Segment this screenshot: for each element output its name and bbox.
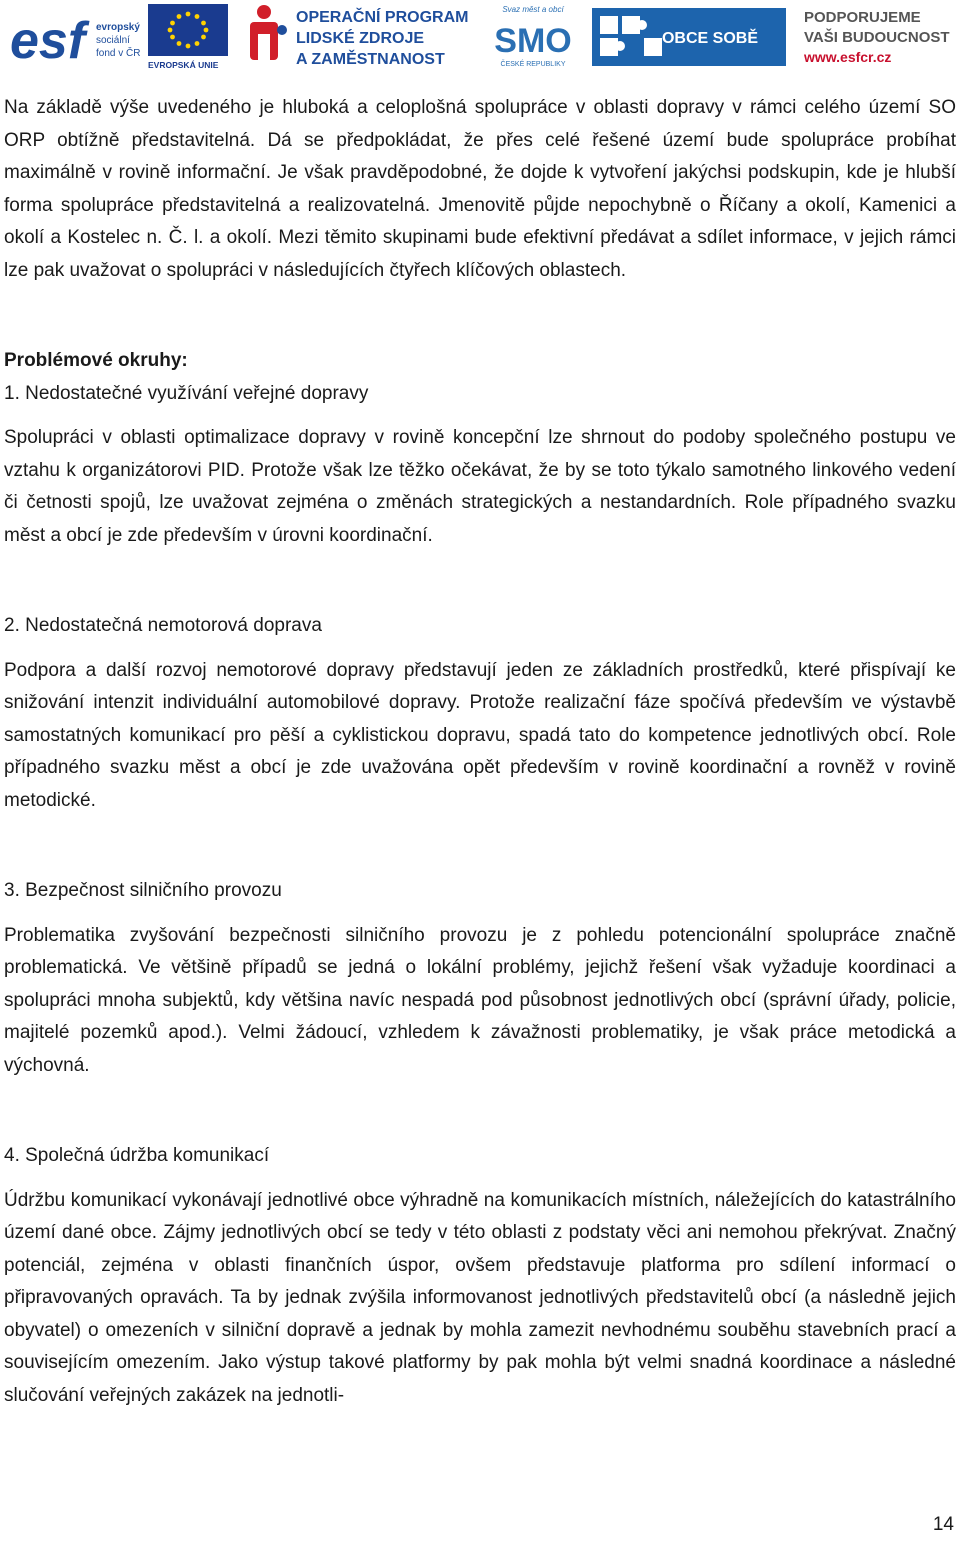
problem-2-title: 2. Nedostatečná nemotorová doprava [4,615,322,636]
opz-line1: OPERAČNÍ PROGRAM [296,9,469,26]
esf-logo-text: esf [10,12,86,70]
problem-4-title: 4. Společná údržba komunikací [4,1145,270,1166]
opz-line3: A ZAMĚSTNANOST [296,51,445,68]
smo-bottom-text: ČESKÉ REPUBLIKY [500,61,566,68]
smo-logo [487,0,579,72]
opz-logo [244,0,482,72]
intro-paragraph: Na základě výše uvedeného je hluboká a celoplošná spolupráce v oblasti dopravy v rámci celého území SO ORP obtížně představitelná. Dá se předpokládat, že přes celé řešené území bude spolupráce probíhat maximálně v rovině informační. Je však pravděpodobné, že dojde k vytvoření jakýchsi podskupin, kde je hlubší forma spolupráce představitelná a realizovatelná. Jmenovitě půjde nepochybně o Říčany a okolí, Kamenici a okolí a Kostelec n. Č. l. a okolí. Mezi těmito skupinami bude efektivní předávat a sdílet informace, v jejich rámci lze pak uvažovat o spolupráci v následujících čtyřech klíčových oblastech. [4,97,956,281]
smo-top-text: Svaz měst a obcí [502,5,564,14]
obce-sobe-logo [592,0,786,72]
opz-line2: LIDSKÉ ZDROJE [296,30,425,47]
slogan-line2: VAŠI BUDOUCNOST [804,29,950,46]
esf-logo [8,0,238,72]
esf-logo-line3: fond v ČR [96,48,141,59]
obce-sobe-label: OBCE SOBĚ [661,30,759,47]
eu-label: EVROPSKÁ UNIE [148,60,219,70]
header-banner [0,0,960,76]
problem-1-title: 1. Nedostatečné využívání veřejné dopravy [4,382,369,404]
esf-logo-line2: sociální [96,35,130,46]
esf-logo-line1: evropský [96,22,140,33]
document-body [4,92,956,1412]
smo-big-text: SMO [494,22,572,60]
problem-1-text: Spolupráci v oblasti optimalizace dopravy v rovině koncepční lze shrnout do podoby společného postupu ve vztahu k organizátorovi PID. Protože však lze těžko očekávat, že by se toto týkalo samotného linkového vedení či četnosti spojů, lze uvažovat zejména o změnách strategických a nestandardních. Role případného svazku měst a obcí je zde především v úrovni koordinační. [4,427,956,546]
problem-2-text: Podpora a další rozvoj nemotorové dopravy představují jeden ze základních prostředků, které přispívají ke snižování intenzit individuální automobilové dopravy. Protože realizační fáze spočívá především ve výstavbě samostatných komunikací pro pěší a cyklistickou dopravu, spadá tato do kompetence jednotlivých obcí. Role případného svazku měst a obcí je zde uvažována opět především v rovině koordinační a rovněž v rovině metodické. [4,659,956,811]
problem-3-title: 3. Bezpečnost silničního provozu [4,880,282,901]
problem-4-text: Údržbu komunikací vykonávají jednotlivé obce výhradně na komunikacích místních, náležejících do katastrálního území dané obce. Zájmy jednotlivých obcí se tedy v této oblasti z podstaty věci ani nemohou překrývat. Značný potenciál, zejména v oblasti finančních úspor, ovšem představuje platforma pro sdílení informací o připravovaných opravách. Ta by jednak zvýšila informovanost jednotlivých představitelů obcí (a následně jejich obyvatel) o omezeních v silniční dopravě a jednak by mohla zamezit nevhodnému souběhu stavebních prací a souvisejícím omezením. Jako výstup takové platformy by pak mohla být velmi snadná koordinace a následné slučování veřejných zakázek na jednotli- [4,1189,956,1406]
esf-slogan [800,0,958,72]
slogan-line1: PODPORUJEME [804,9,921,26]
opz-figure-icon [250,5,287,60]
problem-3-text: Problematika zvyšování bezpečnosti silničního provozu je z pohledu potencionální spolupráce značně problematická. Ve většině případů se jedná o lokální problémy, jejichž řešení však vyžaduje koordinaci a spolupráci mnoha subjektů, kdy většina navíc nespadá pod působnost jednotlivých obcí (správní úřady, policie, majitelé pozemků apod.). Velmi žádoucí, vzhledem k závažnosti problematiky, je však práce metodická a výchovná. [4,924,956,1076]
slogan-url: www.esfcr.cz [804,49,892,65]
problems-heading: Problémové okruhy: [4,350,188,371]
page-number: 14 [932,1514,954,1535]
